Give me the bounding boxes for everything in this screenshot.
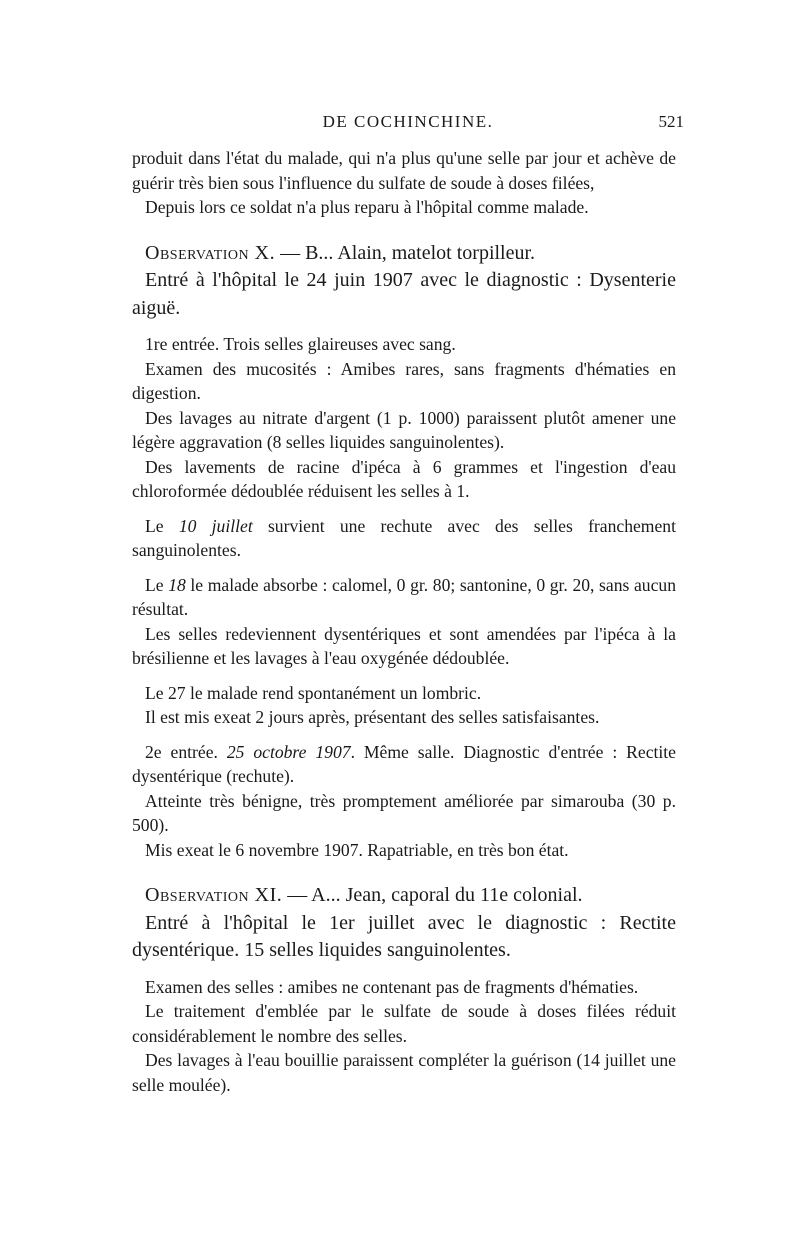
paragraph: Entré à l'hôpital le 1er juillet avec le diagnostic : Rectite dysentérique. 15 selles liquides sanguinolentes. <box>132 911 676 961</box>
paragraph: Examen des selles : amibes ne contenant pas de fragments d'hématies. <box>145 976 639 997</box>
paragraph: Examen des mucosités : Amibes rares, sans fragments d'hématies en digestion. <box>132 358 676 403</box>
page-number: 521 <box>658 112 684 131</box>
paragraph: Le 27 le malade rend spontanément un lombric. <box>145 682 482 703</box>
paragraph: produit dans l'état du malade, qui n'a plus qu'une selle par jour et achève de guérir très bien sous l'influence du sulfate de soude à doses filées, <box>132 148 676 193</box>
paragraph: Atteinte très bénigne, très promptement améliorée par simarouba (30 p. 500). <box>132 790 676 835</box>
observation-label: Observation XI. <box>145 884 283 906</box>
paragraph: Les selles redeviennent dysentériques et sont amendées par l'ipéca à la brésilienne et les lavages à l'eau oxygénée dédoublée. <box>132 623 676 668</box>
date-italic: 25 octobre 1907 <box>226 741 351 762</box>
paragraph: Des lavements de racine d'ipéca à 6 grammes et l'ingestion d'eau chloroformée dédoublée réduisent les selles à 1. <box>132 456 676 501</box>
paragraph: Depuis lors ce soldat n'a plus reparu à l'hôpital comme malade. <box>145 197 589 217</box>
paragraph: Le 10 juillet survient une rechute avec des selles franchement sanguinolentes. <box>132 515 676 560</box>
paragraph: 2e entrée. 25 octobre 1907. Même salle. Diagnostic d'entrée : Rectite dysentérique (rechute). <box>132 741 676 786</box>
paragraph: Des lavages au nitrate d'argent (1 p. 1000) paraissent plutôt amener une légère aggravation (8 selles liquides sanguinolentes). <box>132 407 676 452</box>
date-italic: 10 juillet <box>178 515 253 536</box>
observation-label: Observation X. <box>145 241 276 264</box>
paragraph: Le traitement d'emblée par le sulfate de soude à doses filées réduit considérablement le nombre des selles. <box>132 1001 676 1046</box>
observation-heading: Observation XI. — A... Jean, caporal du 11e colonial. <box>145 884 583 906</box>
paragraph: Entré à l'hôpital le 24 juin 1907 avec le diagnostic : Dysenterie aiguë. <box>132 269 676 319</box>
running-title: DE COCHINCHINE. <box>322 112 494 131</box>
observation-heading: Observation X. — B... Alain, matelot torpilleur. <box>145 241 536 264</box>
paragraph: Des lavages à l'eau bouillie paraissent compléter la guérison (14 juillet une selle moulée). <box>132 1050 676 1095</box>
document-body <box>132 146 676 1097</box>
date-italic: 18 <box>168 574 186 595</box>
page-header <box>132 112 684 138</box>
paragraph: Mis exeat le 6 novembre 1907. Rapatriable, en très bon état. <box>145 839 569 860</box>
paragraph: 1re entrée. Trois selles glaireuses avec sang. <box>145 334 456 354</box>
paragraph: Le 18 le malade absorbe : calomel, 0 gr. 80; santonine, 0 gr. 20, sans aucun résultat. <box>132 574 676 619</box>
paragraph: Il est mis exeat 2 jours après, présentant des selles satisfaisantes. <box>145 707 600 727</box>
